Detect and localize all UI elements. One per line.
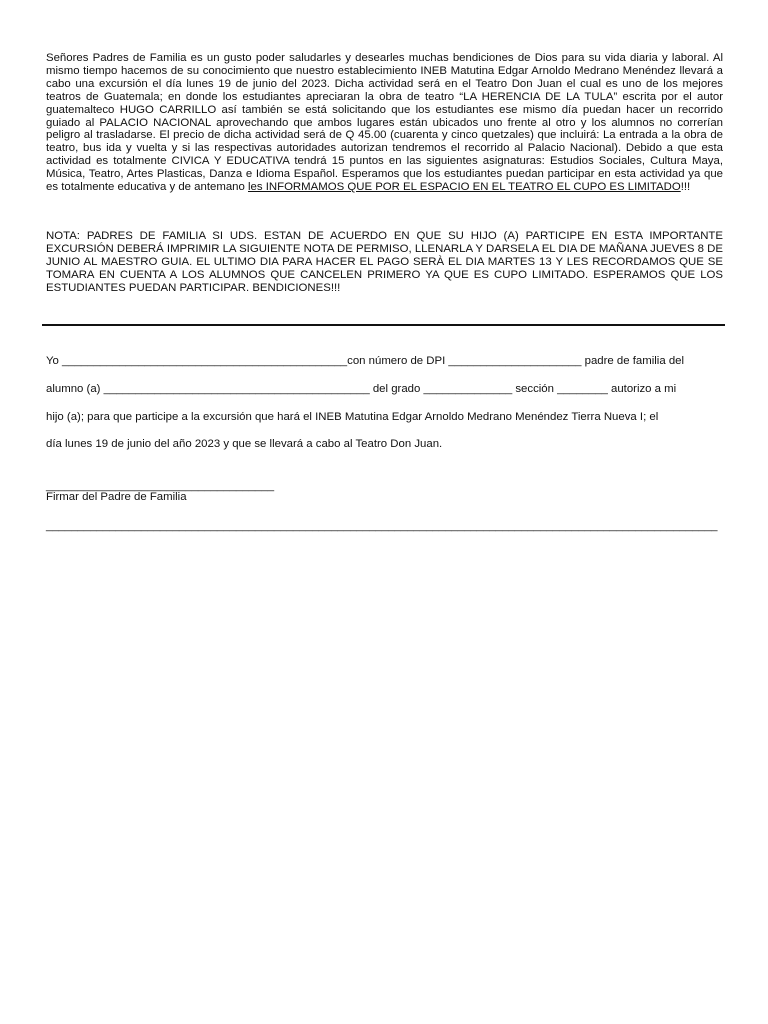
signature-line: ____________________________________ (46, 480, 275, 492)
form-line-date: día lunes 19 de junio del año 2023 y que se llevará a cabo al Teatro Don Juan. (46, 438, 443, 450)
nota-paragraph: NOTA: PADRES DE FAMILIA SI UDS. ESTAN DE ACUERDO EN QUE SU HIJO (A) PARTICIPE EN ESTA IMPORTANTE EXCURSIÓN DEBERÁ IMPRIMIR LA SIGUIENTE NOTA DE PERMISO, LLENARLA Y DARSELA EL DIA DE MAÑANA JUEVES 8 DE JUNIO AL MAESTRO GUIA. EL ULTIMO DIA PARA HACER EL PAGO SERÀ EL DIA MARTES 13 Y LES RECORDAMOS QUE SE TOMARA EN CUENTA A LOS ALUMNOS QUE CANCELEN PRIMERO YA QUE ES CUPO LIMITADO. ESPERAMOS QUE LOS ESTUDIANTES PUEDAN PARTICIPAR. BENDICIONES!!! (46, 230, 723, 294)
signature-label: Firmar del Padre de Familia (46, 491, 187, 503)
bottom-cut-line: __________________________________________________________________________________________________________ (46, 520, 718, 532)
intro-end-text: !!! (680, 181, 691, 194)
form-line-student-grade: alumno (a) __________________________________________ del grado ______________ sección ________ autorizo a mi (46, 383, 677, 395)
form-line-authorization: hijo (a); para que participe a la excursión que hará el INEB Matutina Edgar Arnoldo Medrano Menéndez Tierra Nueva I; el (46, 411, 659, 423)
form-line-name-dpi: Yo _____________________________________________con número de DPI _____________________ padre de familia del (46, 355, 685, 367)
intro-underlined-text: les INFORMAMOS QUE POR EL ESPACIO EN EL TEATRO EL CUPO ES LIMITADO (248, 181, 681, 194)
intro-paragraph (46, 52, 723, 194)
section-divider (42, 324, 725, 326)
intro-text: Señores Padres de Familia es un gusto poder saludarles y desearles muchas bendiciones de Dios para su vida diaria y laboral. Al mismo tiempo hacemos de su conocimiento que nuestro establecimiento INEB Matutina Edgar Arnoldo Medrano Menéndez llevará a cabo una excursión el día lunes 19 de junio del 2023. Dicha actividad será en el Teatro Don Juan el cual es uno de los mejores teatros de Guatemala; en donde los estudiantes apreciaran la obra de teatro “LA HERENCIA DE LA TULA” escrita por el autor guatemalteco HUGO CARRILLO así también se está solicitando que los estudiantes ese mismo día puedan hacer un recorrido guiado al PALACIO NACIONAL aprovechando que ambos lugares están ubicados uno frente al otro y los alumnos no correrían peligro al trasladarse. El precio de dicha actividad será de Q 45.00 (cuarenta y cinco quetzales) que incluirá: La entrada a la obra de teatro, bus ida y vuelta y si las respectivas autoridades autorizan tendremos el recorrido al Palacio Nacional). Debido a que esta actividad es totalmente CIVICA Y EDUCATIVA tendrá 15 puntos en las siguientes asignaturas: Estudios Sociales, Cultura Maya, Música, Teatro, Artes Plasticas, Danza e Idioma Español. Esperamos que los estudiantes puedan participar en esta actividad ya que es totalmente educativa y de antemano (46, 52, 723, 194)
